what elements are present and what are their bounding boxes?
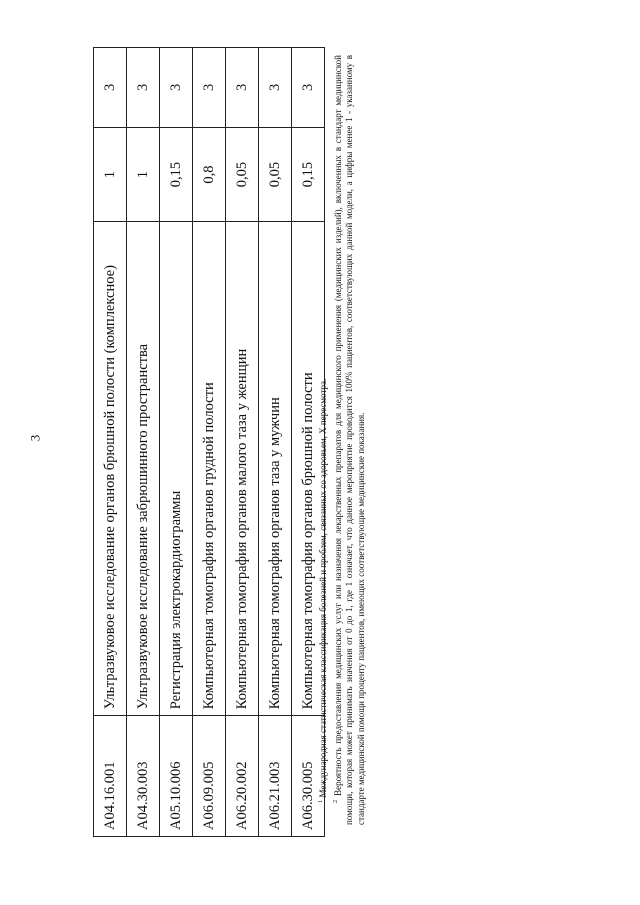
footnote-text: Международная статистическая классификация болезней и проблем, связанных со здоровьем, X пересмотра. [318, 378, 328, 798]
service-criterion: 3 [292, 48, 325, 128]
service-criterion: 3 [259, 48, 292, 128]
service-name: Компьютерная томография органов малого таза у женщин [226, 222, 259, 716]
service-code: A05.10.006 [160, 716, 193, 837]
table-row [259, 48, 292, 837]
footnote-text: Вероятность предоставления медицинских услуг или назначения лекарственных препаратов для медицинского применения (медицинских изделий), включенных в стандарт медицинской помощи, которая может принимать значения от 0 до 1, где 1 означает, что данное мероприятие проводится 100% пациентов, соответствующих данной модели, а цифры менее 1 - указанному в стандарте медицинской помощи проценту пациентов, имеющих соответствующие медицинские показания. [332, 55, 366, 825]
table-row [94, 48, 127, 837]
service-name: Компьютерная томография органов таза у мужчин [259, 222, 292, 716]
service-code: A04.16.001 [94, 716, 127, 837]
footnote-mark: 2 [331, 799, 339, 803]
service-criterion: 3 [127, 48, 160, 128]
table-row [160, 48, 193, 837]
footnotes [315, 55, 367, 825]
service-code: A06.09.005 [193, 716, 226, 837]
service-probability: 0,15 [160, 127, 193, 222]
service-name: Компьютерная томография органов грудной полости [193, 222, 226, 716]
table-row [127, 48, 160, 837]
service-criterion: 3 [193, 48, 226, 128]
service-probability: 1 [94, 127, 127, 222]
service-probability: 0,8 [193, 127, 226, 222]
service-probability: 1 [127, 127, 160, 222]
service-name: Компьютерная томография органов брюшной полости [292, 222, 325, 716]
footnote-mark: 1 [317, 799, 324, 803]
service-name: Ультразвуковое исследование органов брюшной полости (комплексное) [94, 222, 127, 716]
service-name: Регистрация электрокардиограммы [160, 222, 193, 716]
footnote-2 [330, 55, 368, 825]
service-code: A06.20.002 [226, 716, 259, 837]
service-criterion: 3 [94, 48, 127, 128]
service-code: A06.30.005 [292, 716, 325, 837]
table-row [193, 48, 226, 837]
service-probability: 0,05 [226, 127, 259, 222]
service-name: Ультразвуковое исследование забрюшинного пространства [127, 222, 160, 716]
services-table [93, 47, 325, 837]
page-number: 3 [27, 434, 43, 442]
rotated-page-content [30, 20, 630, 885]
service-code: A06.21.003 [259, 716, 292, 837]
footnote-1 [315, 55, 330, 825]
service-probability: 0,05 [259, 127, 292, 222]
service-probability: 0,15 [292, 127, 325, 222]
service-criterion: 3 [160, 48, 193, 128]
service-criterion: 3 [226, 48, 259, 128]
service-code: A04.30.003 [127, 716, 160, 837]
table-row [226, 48, 259, 837]
